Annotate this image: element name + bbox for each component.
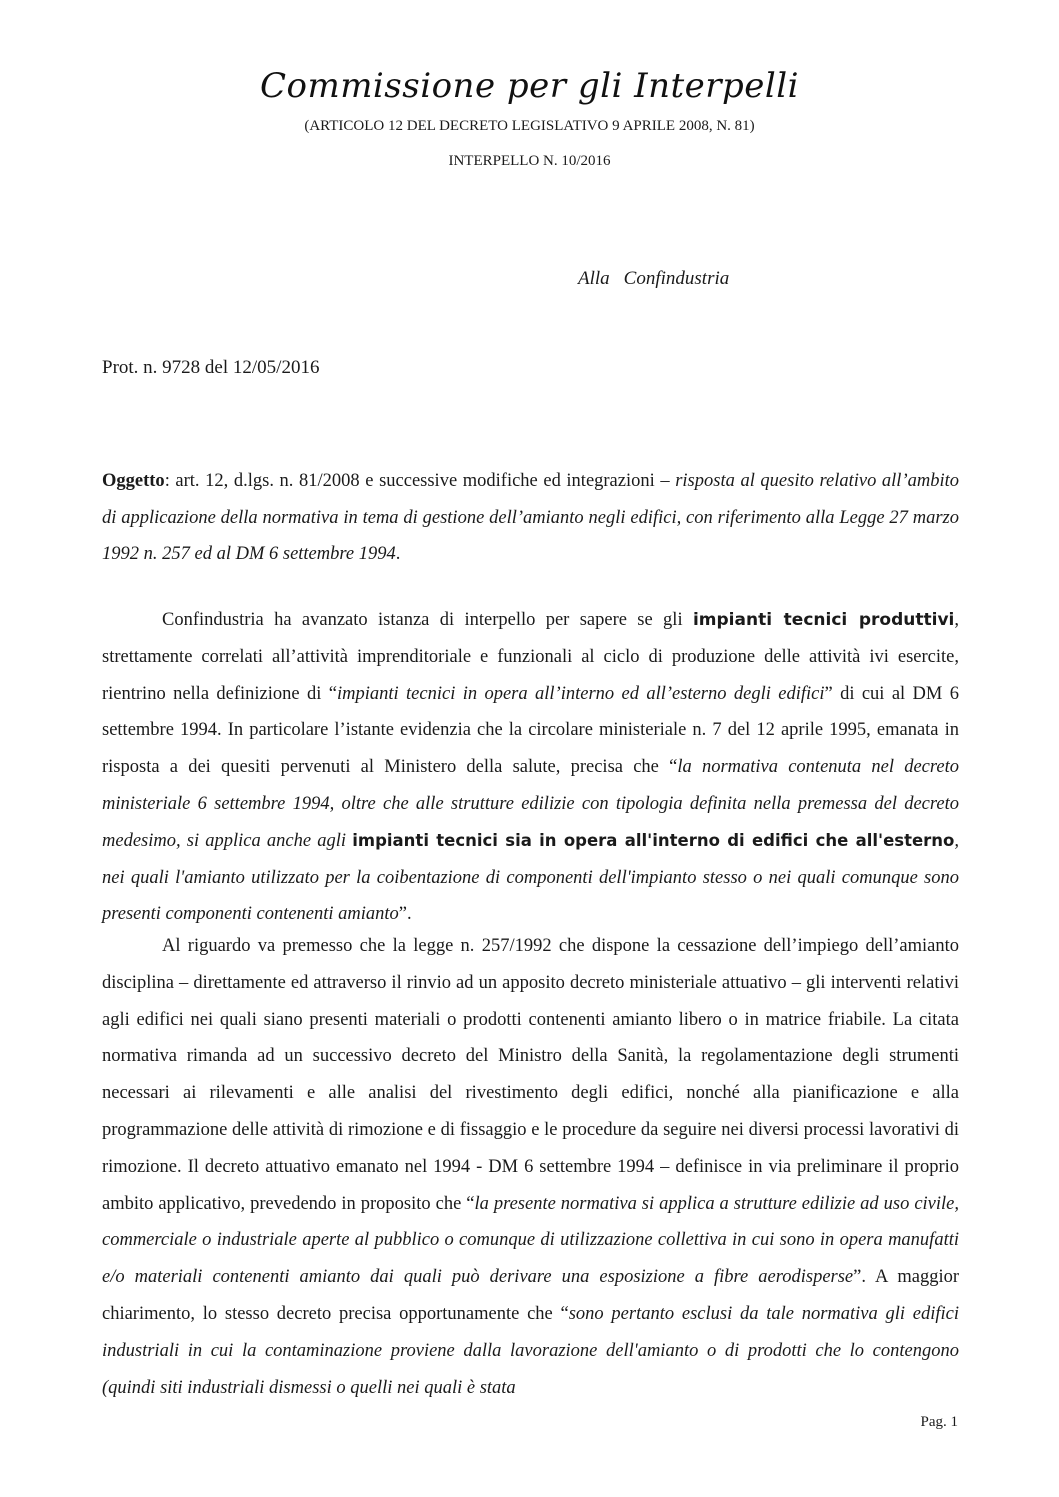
p2-text-2: ”. A maggior chiarimento, lo stesso decreto precisa opportunamente che “ [102, 1267, 959, 1324]
page-number: Pag. 1 [920, 1414, 958, 1430]
p1-text-4: ”. [398, 904, 412, 925]
p1-bold-1: impianti tecnici produttivi [692, 610, 955, 630]
p2-text-1: Al riguardo va premesso che la legge n. 257/1992 che dispone la cessazione dell’impiego dell’amianto disciplina – direttamente ed attraverso il rinvio ad un apposito decreto ministeriale attuativo – gli interventi relativi agli edifici nei quali siano presenti materiali o prodotti contenenti amianto libero o in matrice friabile. La citata normativa rimanda ad un successivo decreto del Ministro della Sanità, la regolamentazione degli strumenti necessari ai rilevamenti e alle analisi del rivestimento degli edifici, nonché alla pianificazione e alla programmazione delle attività di rimozione e di fissaggio e le procedure da seguire nei diversi processi lavorativi di rimozione. Il decreto attuativo emanato nel 1994 - DM 6 settembre 1994 – definisce in via preliminare il proprio ambito applicativo, prevedendo in proposito che “ [102, 936, 959, 1214]
body-paragraph-2 [102, 928, 959, 1406]
p2-italic-2: sono pertanto esclusi da tale normativa gli edifici industriali in cui la contaminazione proviene dalla lavorazione dell'amianto o di prodotti che lo contengono (quindi siti industriali dismessi o quelli nei quali è stata [102, 1303, 959, 1398]
p1-italic-1: impianti tecnici in opera all’interno ed all’esterno degli edifici [336, 683, 825, 704]
p1-text-3: ” di cui al DM 6 settembre 1994. In particolare l’istante evidenzia che la circolare ministeriale n. 7 del 12 aprile 1995, emanata in risposta a dei quesiti pervenuti al Ministero della salute, precisa che “ [102, 683, 959, 778]
interpello-number: INTERPELLO N. 10/2016 [448, 153, 611, 169]
subject-end: . [395, 544, 401, 564]
p2-italic-1: la presente normativa si applica a strutture edilizie ad uso civile, commerciale o industriale aperte al pubblico o comunque di utilizzazione collettiva in cui sono in opera manufatti e/o materiali contenenti amianto dai quali può derivare una esposizione a fibre aerodisperse [102, 1193, 959, 1288]
subject-label: Oggetto [102, 471, 165, 491]
legal-reference: (ARTICOLO 12 DEL DECRETO LEGISLATIVO 9 APRILE 2008, N. 81) [304, 118, 755, 134]
subject-text: : art. 12, d.lgs. n. 81/2008 e successive modifiche ed integrazioni – [164, 471, 676, 491]
protocol-number: Prot. n. 9728 del 12/05/2016 [102, 357, 320, 378]
p1-text-1: Confindustria ha avanzato istanza di interpello per sapere se gli [162, 610, 693, 630]
p1-bold-2: impianti tecnici sia in opera all'interno di edifici che all'esterno [352, 830, 955, 850]
addressee [578, 268, 743, 290]
commission-title: Commissione per gli Interpelli [259, 66, 800, 106]
p1-italic-2: la normativa contenuta nel decreto ministeriale 6 settembre 1994, oltre che alle strutture edilizie con tipologia definita nella premessa del decreto medesimo, si applica anche agli [102, 757, 960, 851]
body-paragraph-1 [102, 602, 959, 933]
addressee-name: Confindustria [623, 268, 730, 289]
subject-italic-text: risposta al quesito relativo all’ambito di applicazione della normativa in tema di gestione dell’amianto negli edifici, con riferimento alla Legge 27 marzo 1992 n. 257 ed al DM 6 settembre 1994 [102, 471, 959, 564]
subject-paragraph [102, 463, 959, 573]
p1-text-2: , strettamente correlati all’attività imprenditoriale e funzionali al ciclo di produzione delle attività ivi esercite, rientrino nella definizione di “ [102, 610, 960, 704]
p1-italic-3: , nei quali l'amianto utilizzato per la coibentazione di componenti dell'impianto stesso o nei quali comunque sono presenti componenti contenenti amianto [102, 830, 960, 925]
addressee-prefix: Alla [578, 268, 610, 289]
